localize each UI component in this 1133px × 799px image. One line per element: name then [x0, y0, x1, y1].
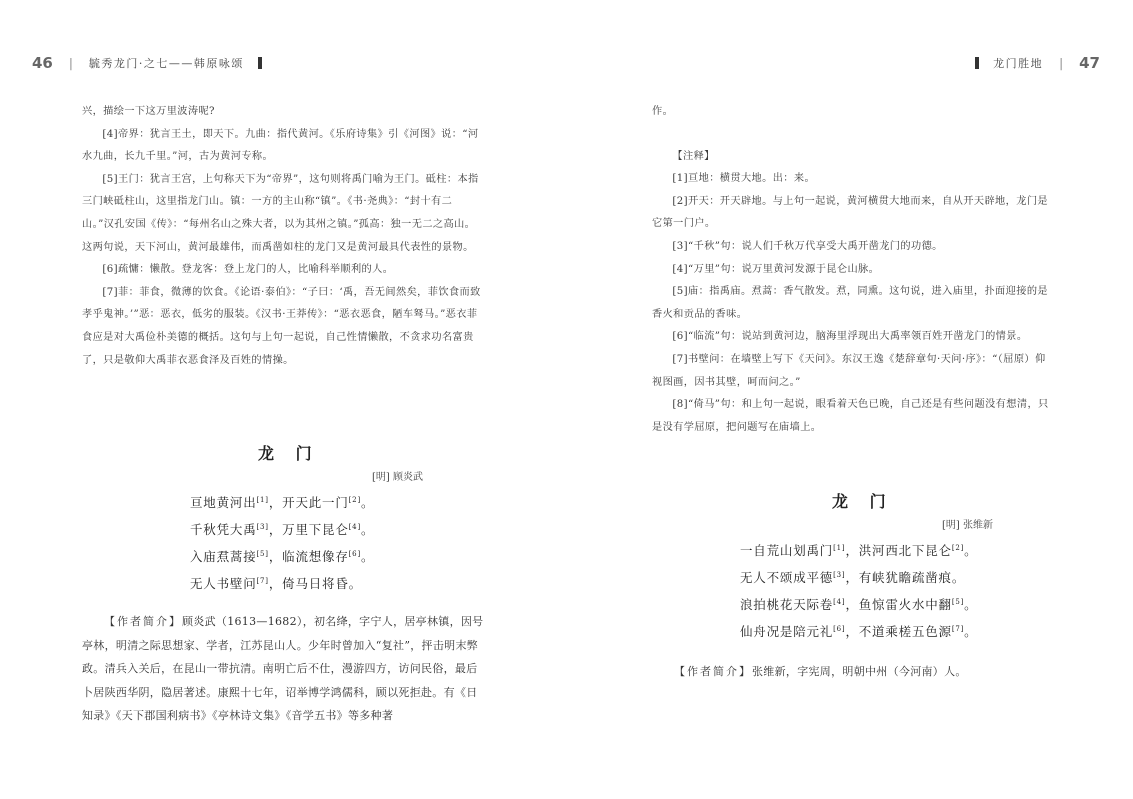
verse-line: 无人书壁问[7]，倚马日将昏。: [190, 576, 362, 592]
note-8: [8]“倚马”句：和上句一起说，眼看着天色已晚，自己还是有些问题没有想清，只是没有学屈原，把问题写在庙墙上。: [652, 399, 1049, 433]
verse-line: 无人不颂成平德[3]，有峡犹瞻疏凿痕。: [740, 570, 966, 586]
poem-verses: [740, 536, 977, 645]
note-4: [4]“万里”句：说万里黄河发源于昆仑山脉。: [672, 263, 880, 275]
note-7: [7]书壁问：在墙壁上写下《天问》。东汉王逸《楚辞章句·天问·序》：“（屈原）仰视图画，因书其壁，呵而问之。”: [652, 353, 1046, 388]
author-bio: [652, 660, 1056, 684]
note-continuation: 兴，描绘一下这万里波涛呢?: [82, 106, 215, 117]
poem-title: 龙 门: [258, 444, 320, 463]
left-notes: [82, 101, 484, 372]
verse-line: 千秋凭大禹[3]，万里下昆仑[4]。: [190, 522, 375, 538]
bio-tag: 【作者简介】: [674, 665, 752, 678]
poem-title: 龙 门: [832, 492, 894, 511]
bio-text: 顾炎武（1613—1682），初名绛，字宁人，居亭林镇，因号亭林，明清之际思想家、学者，江苏昆山人。少年时曾加入“复社”，抨击明末弊政。清兵入关后，在昆山一带抗清。南明亡后不仕，漫游四方，访问民俗，最后卜居陕西华阴，隐居著述。康熙十七年，诏举博学鸿儒科，顾以死拒赴。有《日知录》《天下郡国利病书》《亭林诗文集》《音学五书》等多种著: [82, 615, 484, 722]
poem-author: [明] 顾炎武: [372, 472, 423, 483]
verse-line: 亘地黄河出[1]，开天此一门[2]。: [190, 495, 375, 511]
header-separator: |: [1059, 56, 1064, 70]
header-bar-icon: [975, 57, 979, 69]
note-2: [2]开天：开天辟地。与上句一起说，黄河横贯大地而来，自从开天辟地，龙门是它第一门户。: [652, 195, 1048, 230]
author-bio: [82, 610, 484, 728]
left-page: [0, 0, 566, 799]
page-number: 47: [1079, 54, 1100, 72]
poem-verses: [190, 488, 374, 597]
note-5: [5]庙：指禹庙。焄蒿：香气散发。焄，同熏。这句说，进入庙里，扑面迎接的是香火和贡品的香味。: [652, 286, 1048, 320]
header-title: 龙门胜地: [993, 57, 1044, 70]
right-header: [975, 54, 1100, 72]
verse-line: 一自荒山划禹门[1]，洪河西北下昆仑[2]。: [740, 543, 978, 559]
bio-text: 张维新，字宪周，明朝中州（今河南）人。: [752, 665, 967, 678]
notes-heading: 【注释】: [672, 150, 715, 162]
header-bar-icon: [258, 57, 262, 69]
verse-line: 仙舟况是陪元礼[6]，不道乘槎五色源[7]。: [740, 624, 978, 640]
continuation-text: 作。: [652, 106, 674, 117]
header-title: 毓秀龙门·之七——韩原咏颂: [88, 57, 244, 70]
note-1: [1]亘地：横贯大地。出：来。: [672, 173, 816, 185]
verse-line: 入庙焄蒿接[5]，临流想像存[6]。: [190, 549, 375, 565]
note-6: [6]“临流”句：说站到黄河边，脑海里浮现出大禹率领百姓开凿龙门的情景。: [672, 331, 1028, 343]
note-3: [3]“千秋”句：说人们千秋万代享受大禹开凿龙门的功德。: [672, 240, 943, 252]
right-notes: [652, 101, 1056, 439]
bio-tag: 【作者简介】: [104, 615, 182, 628]
note-7: [7]菲：菲食，微薄的饮食。《论语·泰伯》：“子曰：‘禹，吾无间然矣，菲饮食而致孝乎鬼神。’”恶：恶衣，低劣的服装。《汉书·王莽传》：“恶衣恶食，陋车驽马。”恶衣菲食应是对大禹俭朴美德的概括。这句与上句一起说，自己性情懒散，不贪求功名富贵了，只是敬仰大禹菲衣恶食泽及百姓的情操。: [82, 286, 481, 366]
note-6: [6]疏慵：懒散。登龙客：登上龙门的人，比喻科举顺利的人。: [102, 264, 394, 276]
verse-line: 浪拍桃花天际卷[4]，鱼惊雷火水中翻[5]。: [740, 597, 978, 613]
note-5: [5]王门：犹言王宫，上句称天下为“帝界”，这句则将禹门喻为王门。砥柱：本指三门峡砥柱山，这里指龙门山。镇：一方的主山称“镇”。《书·尧典》：“封十有二山。”汉孔安国《传》：“每州名山之殊大者，以为其州之镇。”孤高：独一无二之高山。这两句说，天下河山，黄河最雄伟，而禹凿如柱的龙门又是黄河最具代表性的景物。: [82, 173, 479, 253]
header-separator: |: [68, 56, 73, 70]
poem-author: [明] 张维新: [942, 520, 993, 531]
note-4: [4]帝界：犹言王土，即天下。九曲：指代黄河。《乐府诗集》引《河图》说：“河水九曲，长九千里。”河，古为黄河专称。: [82, 128, 479, 163]
left-header: [32, 54, 262, 72]
right-page: [566, 0, 1133, 799]
page-number: 46: [32, 54, 53, 72]
